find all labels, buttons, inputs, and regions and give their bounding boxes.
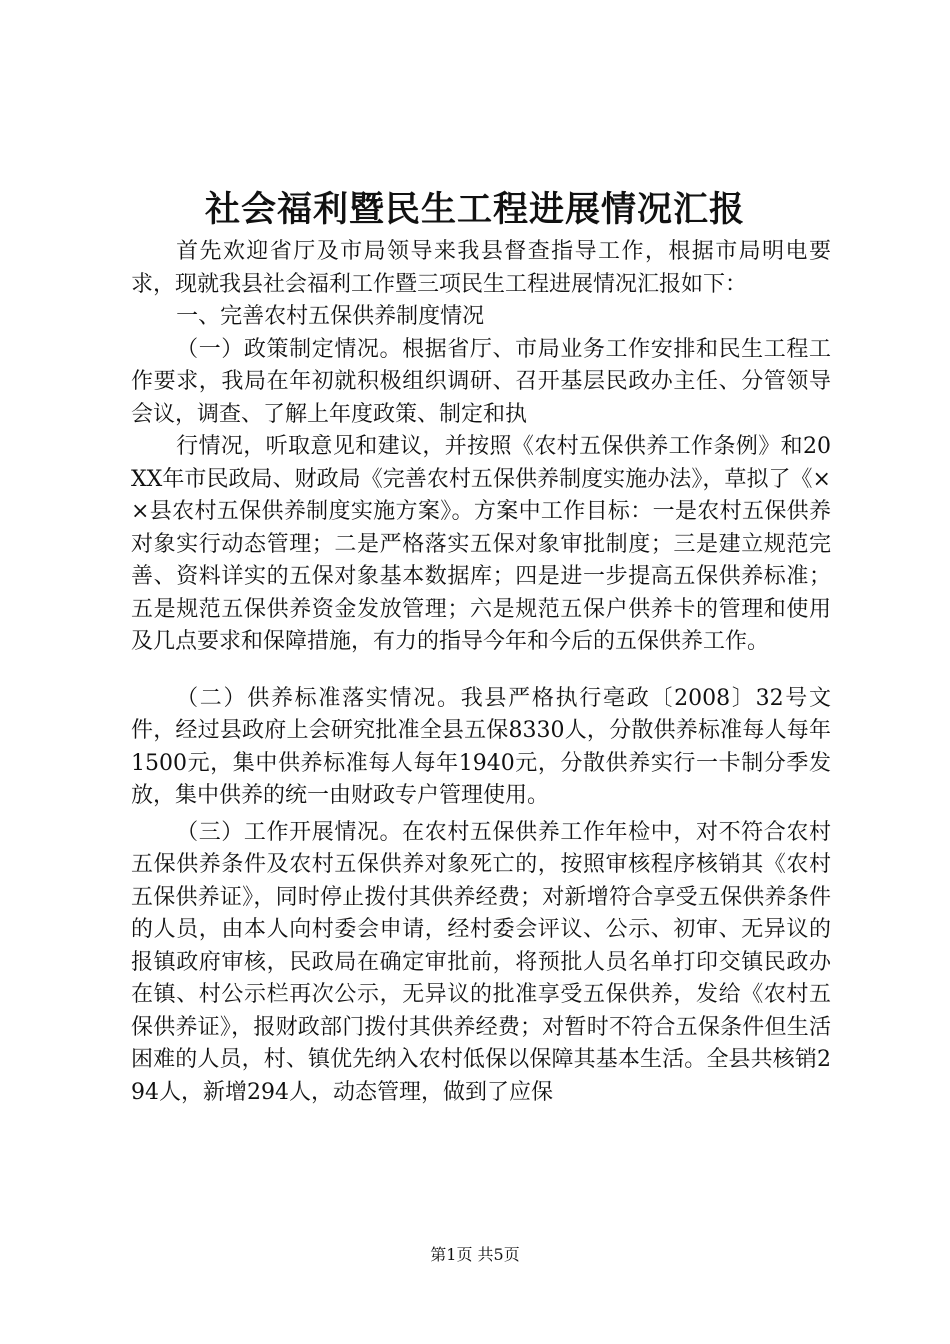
section-heading-1: 一、完善农村五保供养制度情况 [176,304,485,329]
document-title: 社会福利暨民生工程进展情况汇报 [204,189,745,230]
paragraph-standard: （二）供养标准落实情况。我县严格执行亳政〔2008〕32号文件，经过县政府上会研究批准全县五保8330人，分散供养标准每人每年1500元，集中供养标准每人每年1940元，分散供养实行一卡制分季发放，集中供养的统一由财政专户管理使用。 [131,685,831,808]
paragraph-spacer [131,659,831,683]
paragraph-policy: （一）政策制定情况。根据省厅、市局业务工作安排和民生工程工作要求，我局在年初就积极组织调研、召开基层民政办主任、分管领导会议，调查、了解上年度政策、制定和执 [131,336,831,427]
document-body [131,236,831,1109]
paragraph-policy-continued: 行情况，听取意见和建议，并按照《农村五保供养工作条例》和20XX年市民政局、财政局《完善农村五保供养制度实施办法》，草拟了《××县农村五保供养制度实施方案》。方案中工作目标：一是农村五保供养对象实行动态管理；二是严格落实五保对象审批制度；三是建立规范完善、资料详实的五保对象基本数据库；四是进一步提高五保供养标准；五是规范五保供养资金发放管理；六是规范五保户供养卡的管理和使用及几点要求和保障措施，有力的指导今年和今后的五保供养工作。 [131,434,831,654]
paragraph-intro: 首先欢迎省厅及市局领导来我县督查指导工作，根据市局明电要求，现就我县社会福利工作暨三项民生工程进展情况汇报如下： [131,239,831,297]
page-footer: 第1页 共5页 [430,1245,520,1264]
paragraph-work: （三）工作开展情况。在农村五保供养工作年检中，对不符合农村五保供养条件及农村五保供养对象死亡的，按照审核程序核销其《农村五保供养证》，同时停止拨付其供养经费；对新增符合享受五保供养条件的人员，由本人向村委会申请，经村委会评议、公示、初审、无异议的报镇政府审核，民政局在确定审批前，将预批人员名单打印交镇民政办在镇、村公示栏再次公示，无异议的批准享受五保供养，发给《农村五保供养证》，报财政部门拨付其供养经费；对暂时不符合五保条件但生活困难的人员，村、镇优先纳入农村低保以保障其基本生活。全县共核销294人，新增294人，动态管理，做到了应保 [131,819,831,1105]
